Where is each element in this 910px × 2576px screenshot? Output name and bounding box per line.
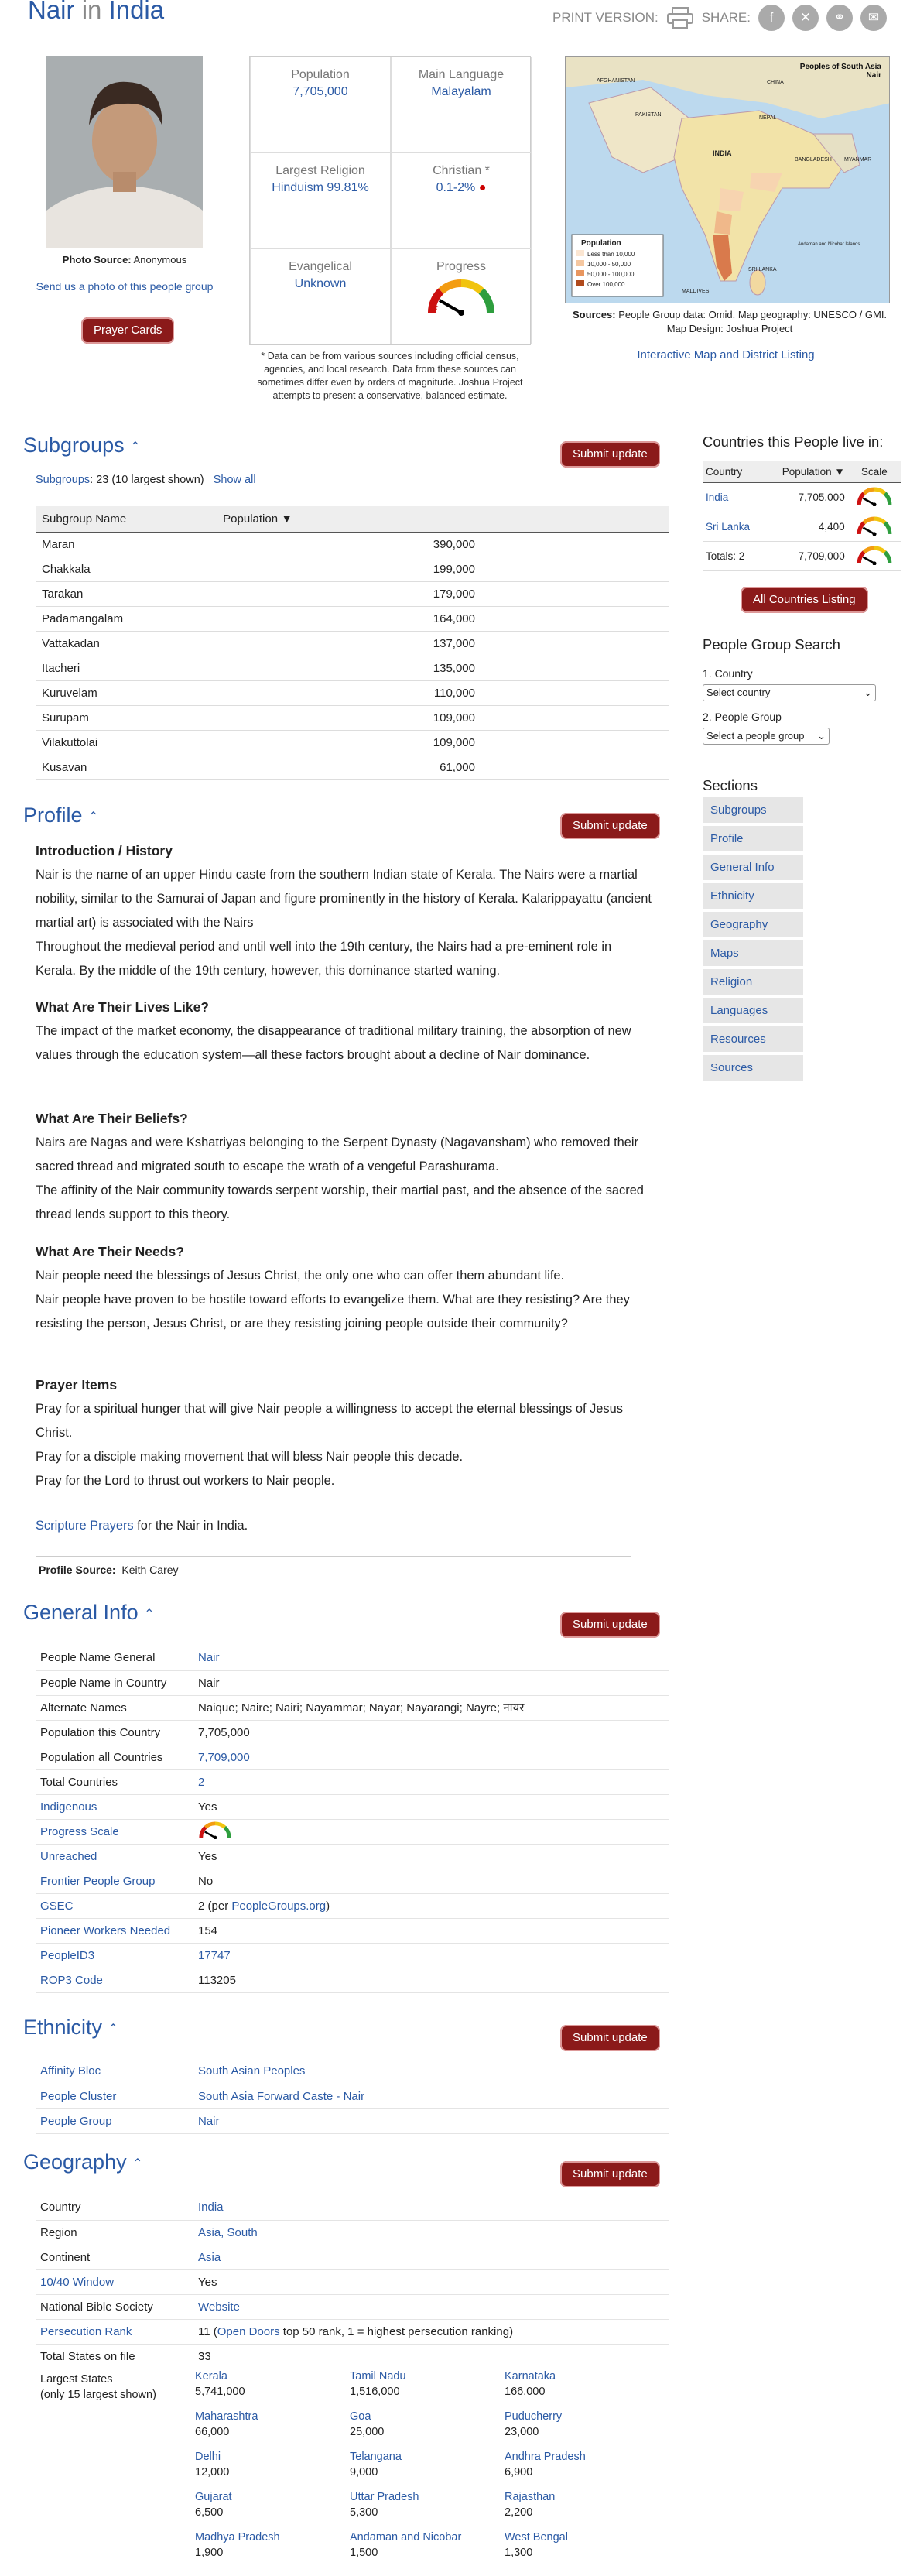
state-population: 1,516,000 (350, 2386, 400, 2398)
profile-submit-button[interactable]: Submit update (560, 813, 660, 839)
state-link[interactable]: Andaman and Nicobar (350, 2531, 462, 2543)
stat-progress: Progress ✸ (391, 248, 532, 344)
state-item (350, 2489, 505, 2520)
country-select-label: 1. Country (703, 667, 753, 680)
state-item (350, 2369, 505, 2400)
info-value: India (193, 2195, 669, 2220)
subgroup-name: Tarakan (36, 582, 217, 607)
section-nav-item[interactable]: Religion (703, 969, 803, 995)
table-row (36, 2269, 669, 2294)
section-nav-item[interactable]: Profile (703, 826, 803, 851)
x-twitter-icon[interactable]: ✕ (792, 5, 819, 31)
section-nav-item[interactable]: Sources (703, 1055, 803, 1081)
state-population: 1,300 (505, 2547, 533, 2559)
countries-title: Countries this People live in: (703, 433, 884, 450)
subgroup-name: Maran (36, 533, 217, 557)
info-key: Population all Countries (40, 1750, 163, 1764)
info-value: No (193, 1869, 669, 1893)
stat-christian: Christian * 0.1-2% ● (391, 152, 532, 248)
info-key[interactable]: Affinity Bloc (40, 2064, 101, 2078)
state-population: 6,500 (195, 2506, 224, 2519)
info-value: 7,709,000 (193, 1745, 669, 1769)
info-value: 33 (193, 2344, 669, 2369)
state-link[interactable]: Uttar Pradesh (350, 2491, 419, 2503)
group-select-label: 2. People Group (703, 711, 782, 723)
send-photo-link[interactable]: Send us a photo of this people group (36, 280, 214, 293)
table-row (36, 1695, 669, 1720)
state-link[interactable]: Maharashtra (195, 2410, 258, 2423)
info-key: Total Countries (40, 1775, 118, 1789)
subgroup-name: Vilakuttolai (36, 731, 217, 755)
column-header[interactable]: Population ▼ (764, 461, 847, 483)
subgroup-population: 61,000 (217, 755, 669, 780)
state-link[interactable]: Gujarat (195, 2491, 232, 2503)
subgroups-title[interactable]: Subgroups ⌃ (23, 433, 141, 457)
table-row (36, 2294, 669, 2319)
info-key[interactable]: 10/40 Window (40, 2275, 115, 2289)
search-title: People Group Search (703, 636, 840, 653)
info-value: Yes (193, 1794, 669, 1819)
info-key[interactable]: GSEC (40, 1899, 74, 1913)
table-row (36, 1893, 669, 1918)
progress-gauge-icon[interactable] (426, 277, 497, 316)
info-value: Nair (193, 1670, 669, 1695)
subgroup-population: 110,000 (217, 681, 669, 706)
info-key[interactable]: PeopleID3 (40, 1948, 95, 1962)
subgroup-population: 135,000 (217, 656, 669, 681)
open-doors-link[interactable]: Open Doors (217, 2324, 280, 2338)
stats-grid (249, 56, 531, 345)
prayer-cards-button[interactable]: Prayer Cards (81, 317, 174, 344)
column-header[interactable]: Population ▼ (217, 506, 669, 533)
subgroup-name: Vattakadan (36, 632, 217, 656)
table-row (36, 632, 669, 656)
table-row (36, 582, 669, 607)
photo-source: Photo Source: Anonymous (62, 254, 187, 265)
state-population: 166,000 (505, 2386, 546, 2398)
progress-gauge-icon[interactable] (856, 516, 893, 536)
table-row (36, 1968, 669, 1992)
state-population: 66,000 (195, 2426, 230, 2438)
subgroups-submit-button[interactable]: Submit update (560, 441, 660, 468)
person-portrait-image (46, 56, 203, 248)
info-key[interactable]: ROP3 Code (40, 1973, 103, 1987)
people-group-select[interactable]: Select a people group ⌄ (703, 728, 830, 745)
state-link[interactable]: Andhra Pradesh (505, 2451, 586, 2463)
state-item (505, 2449, 659, 2480)
stat-religion: Largest Religion Hinduism 99.81% (250, 152, 391, 248)
table-row (36, 1943, 669, 1968)
table-row (36, 2344, 669, 2369)
chevron-up-icon[interactable]: ⌃ (108, 2022, 118, 2036)
state-link[interactable]: Telangana (350, 2451, 402, 2463)
state-item (350, 2449, 505, 2480)
state-population: 25,000 (350, 2426, 385, 2438)
info-value: Asia (193, 2245, 669, 2269)
state-item (195, 2409, 350, 2440)
ethnicity-title[interactable]: Ethnicity ⌃ (23, 2016, 118, 2039)
people-photo (46, 56, 203, 248)
table-row (36, 2084, 669, 2108)
state-item (195, 2530, 350, 2561)
subgroup-population: 137,000 (217, 632, 669, 656)
ethnicity-table (36, 2059, 669, 2134)
state-link[interactable]: Madhya Pradesh (195, 2531, 280, 2543)
column-header: Scale (848, 461, 901, 483)
subgroup-name: Padamangalam (36, 607, 217, 632)
stat-language: Main Language Malayalam (391, 57, 532, 152)
state-population: 1,500 (350, 2547, 378, 2559)
table-row (36, 656, 669, 681)
info-key[interactable]: Frontier People Group (40, 1874, 156, 1888)
stat-population: Population 7,705,000 (250, 57, 391, 152)
table-row (36, 2319, 669, 2344)
profile-beliefs: What Are Their Beliefs? Nairs are Nagas and were Kshatriyas belonging to the Serpent Dynasty (Nagavansham) who removed their sacred thread and migrated south to escape the wrath of a vengeful Parashurama. The affinity of the Nair community towards serpent worship, their martial past, and the absence of the sacred thread lends support to this theory. (36, 1111, 644, 1221)
progress-gauge-icon[interactable] (856, 486, 893, 506)
subgroup-name: Kusavan (36, 755, 217, 780)
state-item (505, 2409, 659, 2440)
sections-nav (703, 797, 803, 1084)
table-row (36, 1794, 669, 1819)
info-value: 2 (193, 1769, 669, 1794)
section-nav-item[interactable]: Resources (703, 1026, 803, 1052)
people-map[interactable]: Peoples of South Asia Nair Population Less than 10,000 10,000 - 50,000 50,000 - 100,000 Over 100,000 AFGHANISTAN PAKISTAN INDIA NEPAL BANGLADESH MYANMAR SRI LANKA MALDIVES CHINA Andaman and Nicobar Islands (565, 56, 890, 303)
info-value: Yes (193, 2269, 669, 2294)
state-link[interactable]: West Bengal (505, 2531, 568, 2543)
info-value: Website (193, 2294, 669, 2319)
countries-table (703, 461, 901, 571)
largest-states-label: Largest States (only 15 largest shown) (40, 2373, 156, 2401)
state-population: 23,000 (505, 2426, 539, 2438)
table-row (36, 1869, 669, 1893)
country-link[interactable]: India (706, 492, 729, 503)
subgroup-name: Chakkala (36, 557, 217, 582)
state-link[interactable]: Tamil Nadu (350, 2370, 406, 2382)
info-key: National Bible Society (40, 2300, 153, 2314)
page-title: Nair in India (28, 0, 165, 24)
stats-note: * Data can be from various sources including official census, agencies, and local research. Data from these sources can sometimes differ even by orders of magnitude. Joshua Project attempts to present a conservative, balanced estimate. (257, 351, 523, 401)
svg-text:✸: ✸ (429, 301, 440, 314)
info-value: Nair (193, 2108, 669, 2133)
info-value: 17747 (193, 1943, 669, 1968)
general-info-title[interactable]: General Info ⌃ (23, 1601, 155, 1624)
country-link[interactable]: Sri Lanka (706, 521, 751, 533)
subgroup-population: 199,000 (217, 557, 669, 582)
table-row (36, 607, 669, 632)
info-key: Region (40, 2225, 77, 2239)
info-value: Naique; Naire; Nairi; Nayammar; Nayar; Nayarangi; Nayre; नायर (193, 1695, 669, 1720)
geography-title[interactable]: Geography ⌃ (23, 2150, 143, 2174)
table-row (36, 2245, 669, 2269)
subgroup-name: Kuruvelam (36, 681, 217, 706)
table-row (36, 557, 669, 582)
state-population: 12,000 (195, 2466, 230, 2478)
peoplegroups-link[interactable]: PeopleGroups.org (231, 1899, 327, 1913)
table-row (36, 1745, 669, 1769)
info-value: South Asia Forward Caste - Nair (193, 2084, 669, 2108)
email-icon[interactable]: ✉ (860, 5, 887, 31)
table-row (36, 1646, 669, 1670)
state-link[interactable]: Rajasthan (505, 2491, 556, 2503)
table-row (36, 1918, 669, 1943)
subgroups-summary: Subgroups: 23 (10 largest shown) Show all (36, 474, 256, 486)
subgroup-population: 390,000 (217, 533, 669, 557)
table-row (36, 1670, 669, 1695)
info-key: Continent (40, 2250, 91, 2264)
profile-title[interactable]: Profile ⌃ (23, 803, 99, 827)
info-key[interactable]: People Cluster (40, 2089, 117, 2103)
progress-gauge-icon[interactable] (198, 1821, 232, 1839)
state-item (350, 2409, 505, 2440)
status-dot-icon: ● (478, 181, 487, 194)
section-nav-item[interactable]: Ethnicity (703, 883, 803, 909)
chevron-up-icon[interactable]: ⌃ (144, 1607, 155, 1621)
info-value (193, 1819, 669, 1844)
table-row (36, 706, 669, 731)
info-key: People Name General (40, 1651, 156, 1665)
info-value: Yes (193, 1844, 669, 1869)
state-item (195, 2369, 350, 2400)
state-link[interactable]: Puducherry (505, 2410, 563, 2423)
table-row (36, 2220, 669, 2245)
info-key: Population this Country (40, 1725, 161, 1739)
stat-evangelical: Evangelical Unknown (250, 248, 391, 344)
table-row (36, 2108, 669, 2133)
section-nav-item[interactable]: General Info (703, 855, 803, 880)
state-link[interactable]: Karnataka (505, 2370, 556, 2382)
info-value: South Asian Peoples (193, 2059, 669, 2084)
subgroup-name: Surupam (36, 706, 217, 731)
chevron-up-icon[interactable]: ⌃ (88, 810, 99, 824)
subgroup-population: 109,000 (217, 706, 669, 731)
progress-gauge-icon[interactable] (856, 545, 893, 565)
subgroup-population: 179,000 (217, 582, 669, 607)
link-icon[interactable]: ⚭ (826, 5, 853, 31)
share-label: SHARE: (701, 10, 751, 25)
state-item (505, 2489, 659, 2520)
subgroup-name: Itacheri (36, 656, 217, 681)
section-nav-item[interactable]: Languages (703, 998, 803, 1023)
profile-prayer: Prayer Items Pray for a spiritual hunger that will give Nair people a willingness to accept the eternal blessings of Jesus Christ. Pray for a disciple making movement that will bless Nair people this decade. Pray for the Lord to thrust out workers to Nair people. (36, 1377, 623, 1488)
table-row (36, 681, 669, 706)
show-all-link[interactable]: Show all (213, 474, 256, 486)
info-key: Total States on file (40, 2349, 135, 2363)
subgroup-population: 164,000 (217, 607, 669, 632)
info-value: Asia, South (193, 2220, 669, 2245)
state-item (195, 2449, 350, 2480)
header-actions (552, 5, 887, 31)
info-value: 113205 (193, 1968, 669, 1992)
info-value: 7,705,000 (193, 1720, 669, 1745)
section-nav-item[interactable]: Geography (703, 912, 803, 937)
table-row (36, 731, 669, 755)
table-row (36, 1769, 669, 1794)
facebook-icon[interactable]: f (758, 5, 785, 31)
chevron-down-icon: ⌄ (864, 687, 872, 698)
profile-lives: What Are Their Lives Like? The impact of the market economy, the disappearance of traditional military training, the absorption of new values through the education system—all these factors brought about a decline of Nair dominance. (36, 999, 631, 1062)
totals-row: Totals: 2 7,709,000 (703, 542, 901, 571)
state-population: 5,741,000 (195, 2386, 245, 2398)
state-item (505, 2530, 659, 2561)
info-value: 11 (Open Doors top 50 rank, 1 = highest persecution ranking) (193, 2319, 669, 2344)
country-select[interactable]: Select country ⌄ (703, 684, 876, 701)
info-key: Country (40, 2201, 81, 2215)
state-population: 5,300 (350, 2506, 378, 2519)
info-key: Alternate Names (40, 1701, 127, 1714)
state-link[interactable]: Goa (350, 2410, 371, 2423)
table-row (36, 2195, 669, 2220)
printer-icon[interactable] (666, 6, 694, 29)
state-link[interactable]: Delhi (195, 2451, 221, 2463)
state-item (195, 2489, 350, 2520)
general-info-table (36, 1646, 669, 1993)
section-nav-item[interactable]: Subgroups (703, 797, 803, 823)
state-population: 2,200 (505, 2506, 533, 2519)
ethnicity-submit-button[interactable]: Submit update (560, 2025, 660, 2051)
column-header[interactable]: Country (703, 461, 764, 483)
profile-intro: Introduction / History Nair is the name of an upper Hindu caste from the southern Indian state of Kerala. The Nairs were a martial nobility, similar to the Samurai of Japan and figure prominently in the history of Kerala. Kalarippayattu (ancient martial art) is associated with the Nairs Throughout the medieval period and until well into the 19th century, the Nairs had a pre-eminent role in Kerala. By the middle of the 19th century, however, this dominance started waning. (36, 843, 652, 978)
info-value: 2 (per PeopleGroups.org) (193, 1893, 669, 1918)
all-countries-button[interactable]: All Countries Listing (741, 587, 868, 613)
profile-source: Profile Source: Keith Carey (39, 1564, 179, 1576)
table-row: Sri Lanka 4,400 (703, 512, 901, 542)
info-value: Nair (193, 1646, 669, 1670)
table-row (36, 1819, 669, 1844)
table-row (36, 533, 669, 557)
scripture-prayers: Scripture Prayers for the Nair in India. (36, 1519, 248, 1533)
state-population: 6,900 (505, 2466, 533, 2478)
table-row (36, 1844, 669, 1869)
table-row (36, 755, 669, 780)
geography-table (36, 2195, 669, 2369)
info-key[interactable]: Progress Scale (40, 1824, 119, 1838)
state-item (505, 2369, 659, 2400)
sections-title: Sections (703, 777, 758, 793)
info-key[interactable]: Pioneer Workers Needed (40, 1923, 171, 1937)
subgroup-population: 109,000 (217, 731, 669, 755)
info-key: People Name in Country (40, 1676, 167, 1690)
state-population: 1,900 (195, 2547, 224, 2559)
info-value: 154 (193, 1918, 669, 1943)
chevron-up-icon[interactable]: ⌃ (130, 440, 141, 454)
section-nav-item[interactable]: Maps (703, 940, 803, 966)
table-row (36, 1720, 669, 1745)
map-sources: Sources: People Group data: Omid. Map geography: UNESCO / GMI. Map Design: Joshua Project (572, 309, 888, 334)
info-key[interactable]: Unreached (40, 1849, 98, 1863)
subgroups-table (36, 506, 669, 780)
chevron-up-icon[interactable]: ⌃ (132, 2156, 143, 2170)
info-key[interactable]: Persecution Rank (40, 2324, 132, 2338)
state-link[interactable]: Kerala (195, 2370, 228, 2382)
table-row: India 7,705,000 (703, 483, 901, 512)
state-population: 9,000 (350, 2466, 378, 2478)
general-submit-button[interactable]: Submit update (560, 1612, 660, 1638)
interactive-map-link[interactable]: Interactive Map and District Listing (637, 348, 815, 361)
print-label: PRINT VERSION: (552, 10, 659, 25)
column-header[interactable]: Subgroup Name (36, 506, 217, 533)
chevron-down-icon: ⌄ (817, 730, 826, 742)
profile-needs: What Are Their Needs? Nair people need the blessings of Jesus Christ, the only one who can offer them abundant life. Nair people have proven to be hostile toward efforts to evangelize them. What are they resisting? Are they resisting the person, Jesus Christ, or are they resisting joining people outside their community? (36, 1244, 630, 1331)
geography-submit-button[interactable]: Submit update (560, 2161, 660, 2187)
info-key[interactable]: Indigenous (40, 1800, 98, 1814)
table-row (36, 2059, 669, 2084)
state-item (350, 2530, 505, 2561)
info-key[interactable]: People Group (40, 2114, 112, 2128)
